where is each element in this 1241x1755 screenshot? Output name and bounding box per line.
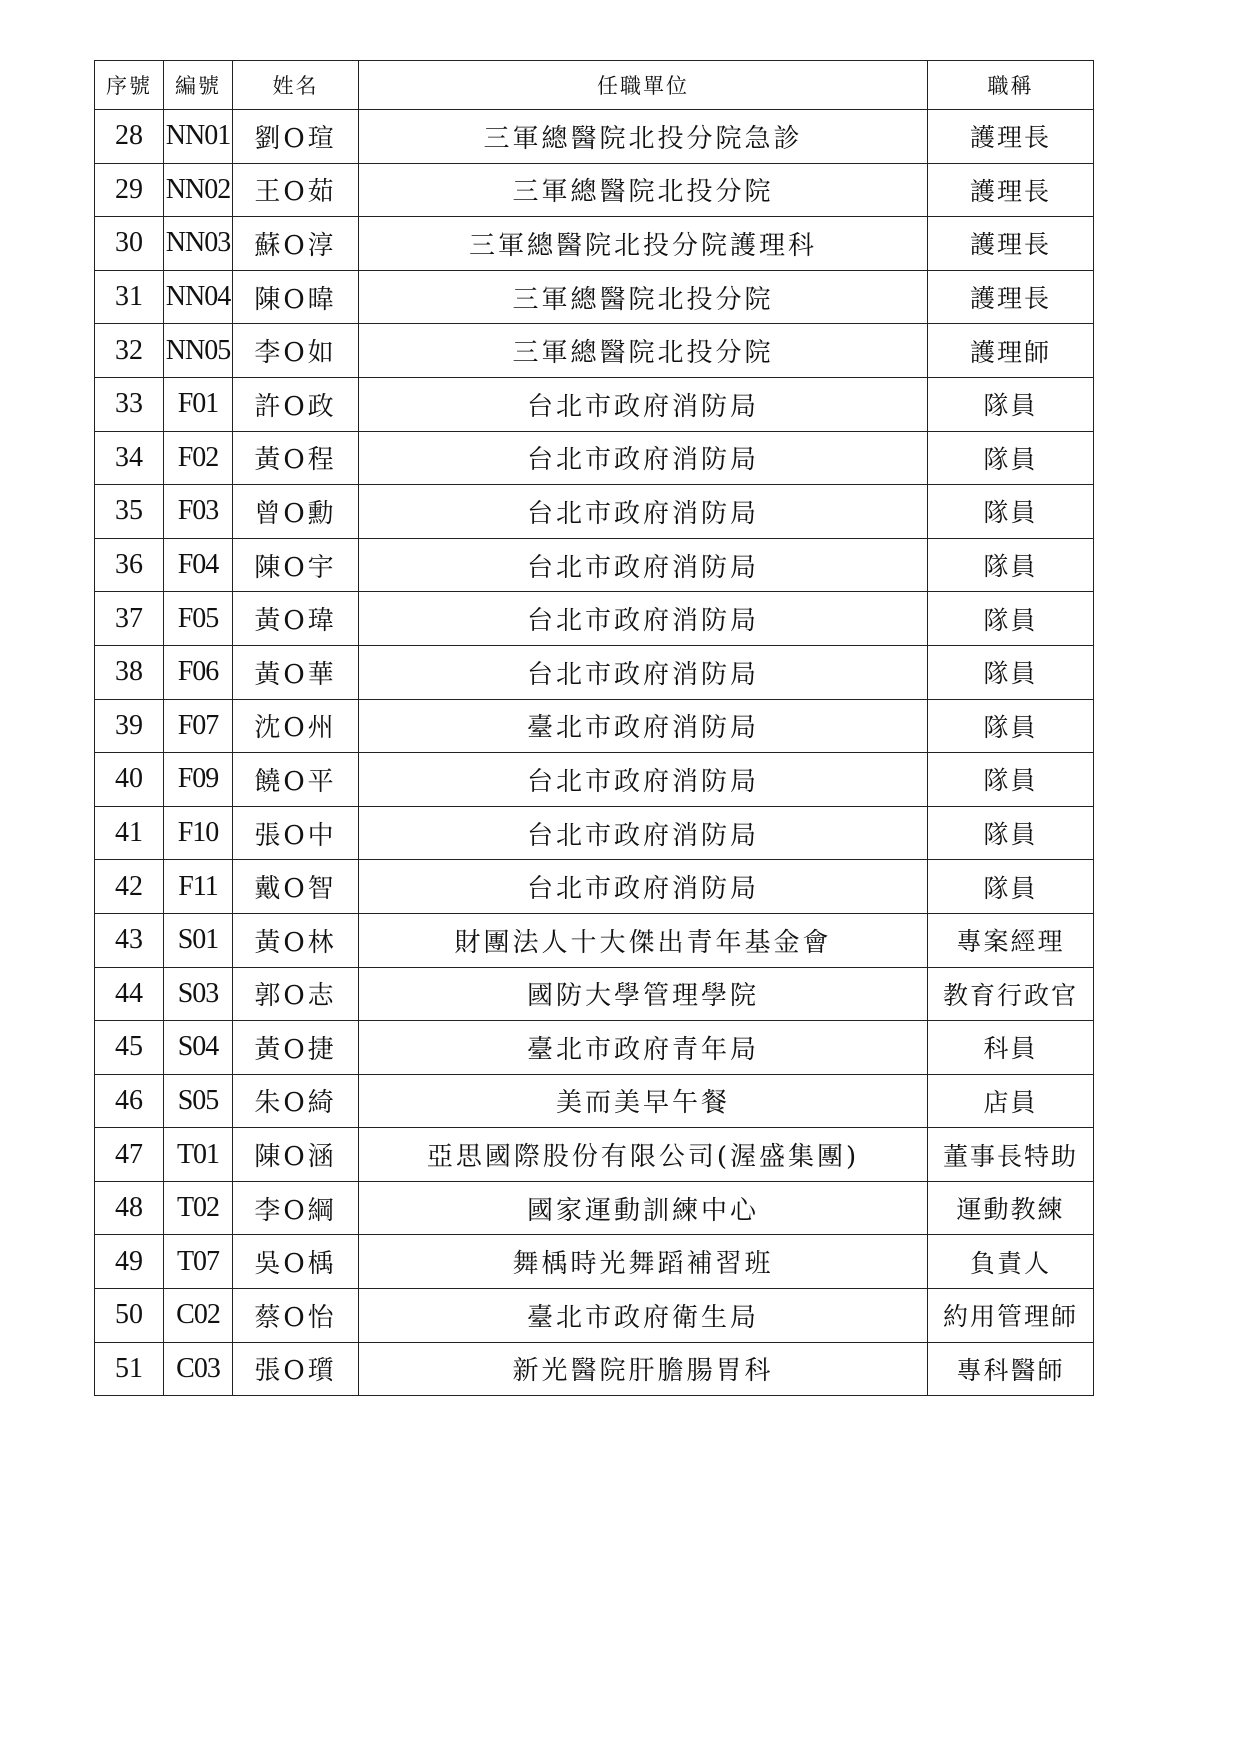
cell-seq: 42	[95, 860, 164, 914]
table-row	[95, 913, 1094, 967]
table-row	[95, 1342, 1094, 1396]
cell-name: 沈O州	[233, 699, 359, 753]
cell-seq: 28	[95, 110, 164, 164]
table-header	[95, 61, 1094, 110]
cell-title: 護理長	[928, 110, 1094, 164]
cell-title: 隊員	[928, 431, 1094, 485]
table-row	[95, 485, 1094, 539]
cell-code: F04	[164, 538, 233, 592]
cell-title: 隊員	[928, 485, 1094, 539]
cell-name: 劉O瑄	[233, 110, 359, 164]
cell-unit: 臺北市政府消防局	[359, 699, 928, 753]
cell-code: F05	[164, 592, 233, 646]
cell-code: F01	[164, 377, 233, 431]
cell-seq: 36	[95, 538, 164, 592]
cell-name: 黃O華	[233, 645, 359, 699]
table-row	[95, 110, 1094, 164]
cell-seq: 31	[95, 270, 164, 324]
cell-code: S03	[164, 967, 233, 1021]
table-row	[95, 753, 1094, 807]
cell-code: NN02	[164, 163, 233, 217]
cell-seq: 47	[95, 1128, 164, 1182]
cell-seq: 45	[95, 1021, 164, 1075]
cell-title: 護理師	[928, 324, 1094, 378]
cell-title: 隊員	[928, 860, 1094, 914]
cell-title: 隊員	[928, 592, 1094, 646]
cell-code: S05	[164, 1074, 233, 1128]
cell-title: 隊員	[928, 806, 1094, 860]
cell-unit: 三軍總醫院北投分院	[359, 324, 928, 378]
cell-name: 曾O勳	[233, 485, 359, 539]
cell-unit: 台北市政府消防局	[359, 645, 928, 699]
cell-code: T02	[164, 1181, 233, 1235]
cell-unit: 台北市政府消防局	[359, 538, 928, 592]
cell-unit: 三軍總醫院北投分院	[359, 270, 928, 324]
cell-name: 李O綱	[233, 1181, 359, 1235]
cell-title: 隊員	[928, 699, 1094, 753]
table-row	[95, 217, 1094, 271]
cell-seq: 33	[95, 377, 164, 431]
cell-seq: 44	[95, 967, 164, 1021]
cell-unit: 舞楀時光舞蹈補習班	[359, 1235, 928, 1289]
cell-title: 專科醫師	[928, 1342, 1094, 1396]
table-body	[95, 110, 1094, 1396]
table-row	[95, 163, 1094, 217]
cell-name: 黃O捷	[233, 1021, 359, 1075]
cell-code: NN01	[164, 110, 233, 164]
cell-seq: 46	[95, 1074, 164, 1128]
cell-seq: 38	[95, 645, 164, 699]
table-row	[95, 860, 1094, 914]
cell-seq: 39	[95, 699, 164, 753]
cell-name: 陳O涵	[233, 1128, 359, 1182]
cell-seq: 40	[95, 753, 164, 807]
cell-unit: 美而美早午餐	[359, 1074, 928, 1128]
cell-title: 隊員	[928, 645, 1094, 699]
cell-code: NN04	[164, 270, 233, 324]
cell-title: 隊員	[928, 377, 1094, 431]
table-row	[95, 431, 1094, 485]
table-row	[95, 806, 1094, 860]
cell-seq: 51	[95, 1342, 164, 1396]
table-row	[95, 1235, 1094, 1289]
cell-code: C02	[164, 1289, 233, 1343]
cell-title: 運動教練	[928, 1181, 1094, 1235]
cell-title: 護理長	[928, 217, 1094, 271]
roster-table	[94, 60, 1094, 1396]
cell-name: 陳O暐	[233, 270, 359, 324]
cell-name: 王O茹	[233, 163, 359, 217]
cell-title: 負責人	[928, 1235, 1094, 1289]
cell-code: NN03	[164, 217, 233, 271]
table-row	[95, 538, 1094, 592]
cell-title: 董事長特助	[928, 1128, 1094, 1182]
cell-unit: 台北市政府消防局	[359, 377, 928, 431]
cell-name: 戴O智	[233, 860, 359, 914]
cell-code: F07	[164, 699, 233, 753]
table-row	[95, 1074, 1094, 1128]
cell-unit: 臺北市政府衛生局	[359, 1289, 928, 1343]
cell-seq: 49	[95, 1235, 164, 1289]
cell-unit: 國防大學管理學院	[359, 967, 928, 1021]
cell-seq: 35	[95, 485, 164, 539]
cell-unit: 新光醫院肝膽腸胃科	[359, 1342, 928, 1396]
cell-title: 專案經理	[928, 913, 1094, 967]
cell-title: 隊員	[928, 753, 1094, 807]
cell-unit: 財團法人十大傑出青年基金會	[359, 913, 928, 967]
cell-unit: 台北市政府消防局	[359, 753, 928, 807]
cell-name: 蔡O怡	[233, 1289, 359, 1343]
cell-name: 蘇O淳	[233, 217, 359, 271]
cell-unit: 亞思國際股份有限公司(渥盛集團)	[359, 1128, 928, 1182]
cell-code: T07	[164, 1235, 233, 1289]
cell-title: 護理長	[928, 163, 1094, 217]
cell-name: 黃O林	[233, 913, 359, 967]
cell-title: 隊員	[928, 538, 1094, 592]
table-row	[95, 1181, 1094, 1235]
table-row	[95, 1021, 1094, 1075]
cell-unit: 台北市政府消防局	[359, 860, 928, 914]
table-row	[95, 645, 1094, 699]
cell-name: 許O政	[233, 377, 359, 431]
cell-title: 教育行政官	[928, 967, 1094, 1021]
cell-unit: 臺北市政府青年局	[359, 1021, 928, 1075]
header-title: 職稱	[928, 61, 1094, 110]
cell-code: F09	[164, 753, 233, 807]
cell-name: 黃O瑋	[233, 592, 359, 646]
cell-seq: 34	[95, 431, 164, 485]
cell-code: C03	[164, 1342, 233, 1396]
cell-title: 店員	[928, 1074, 1094, 1128]
cell-unit: 三軍總醫院北投分院	[359, 163, 928, 217]
cell-unit: 台北市政府消防局	[359, 485, 928, 539]
cell-code: NN05	[164, 324, 233, 378]
header-name: 姓名	[233, 61, 359, 110]
cell-name: 陳O宇	[233, 538, 359, 592]
cell-seq: 41	[95, 806, 164, 860]
cell-seq: 37	[95, 592, 164, 646]
header-code: 編號	[164, 61, 233, 110]
cell-code: F03	[164, 485, 233, 539]
table-row	[95, 1128, 1094, 1182]
cell-title: 護理長	[928, 270, 1094, 324]
cell-title: 科員	[928, 1021, 1094, 1075]
cell-seq: 48	[95, 1181, 164, 1235]
table-row	[95, 592, 1094, 646]
cell-code: F11	[164, 860, 233, 914]
cell-unit: 台北市政府消防局	[359, 592, 928, 646]
cell-code: S04	[164, 1021, 233, 1075]
table-row	[95, 270, 1094, 324]
cell-code: F10	[164, 806, 233, 860]
cell-code: T01	[164, 1128, 233, 1182]
cell-name: 郭O志	[233, 967, 359, 1021]
cell-unit: 國家運動訓練中心	[359, 1181, 928, 1235]
header-row	[95, 61, 1094, 110]
header-unit: 任職單位	[359, 61, 928, 110]
cell-name: 李O如	[233, 324, 359, 378]
cell-code: F06	[164, 645, 233, 699]
cell-name: 張O瓆	[233, 1342, 359, 1396]
cell-seq: 43	[95, 913, 164, 967]
cell-seq: 29	[95, 163, 164, 217]
table-row	[95, 967, 1094, 1021]
cell-name: 朱O綺	[233, 1074, 359, 1128]
table-row	[95, 1289, 1094, 1343]
table-row	[95, 324, 1094, 378]
cell-unit: 台北市政府消防局	[359, 806, 928, 860]
cell-name: 張O中	[233, 806, 359, 860]
cell-unit: 三軍總醫院北投分院護理科	[359, 217, 928, 271]
table-row	[95, 699, 1094, 753]
cell-name: 饒O平	[233, 753, 359, 807]
cell-seq: 50	[95, 1289, 164, 1343]
table-row	[95, 377, 1094, 431]
cell-unit: 台北市政府消防局	[359, 431, 928, 485]
cell-name: 吳O楀	[233, 1235, 359, 1289]
cell-title: 約用管理師	[928, 1289, 1094, 1343]
cell-unit: 三軍總醫院北投分院急診	[359, 110, 928, 164]
header-seq: 序號	[95, 61, 164, 110]
cell-name: 黃O程	[233, 431, 359, 485]
cell-code: F02	[164, 431, 233, 485]
cell-code: S01	[164, 913, 233, 967]
cell-seq: 30	[95, 217, 164, 271]
cell-seq: 32	[95, 324, 164, 378]
